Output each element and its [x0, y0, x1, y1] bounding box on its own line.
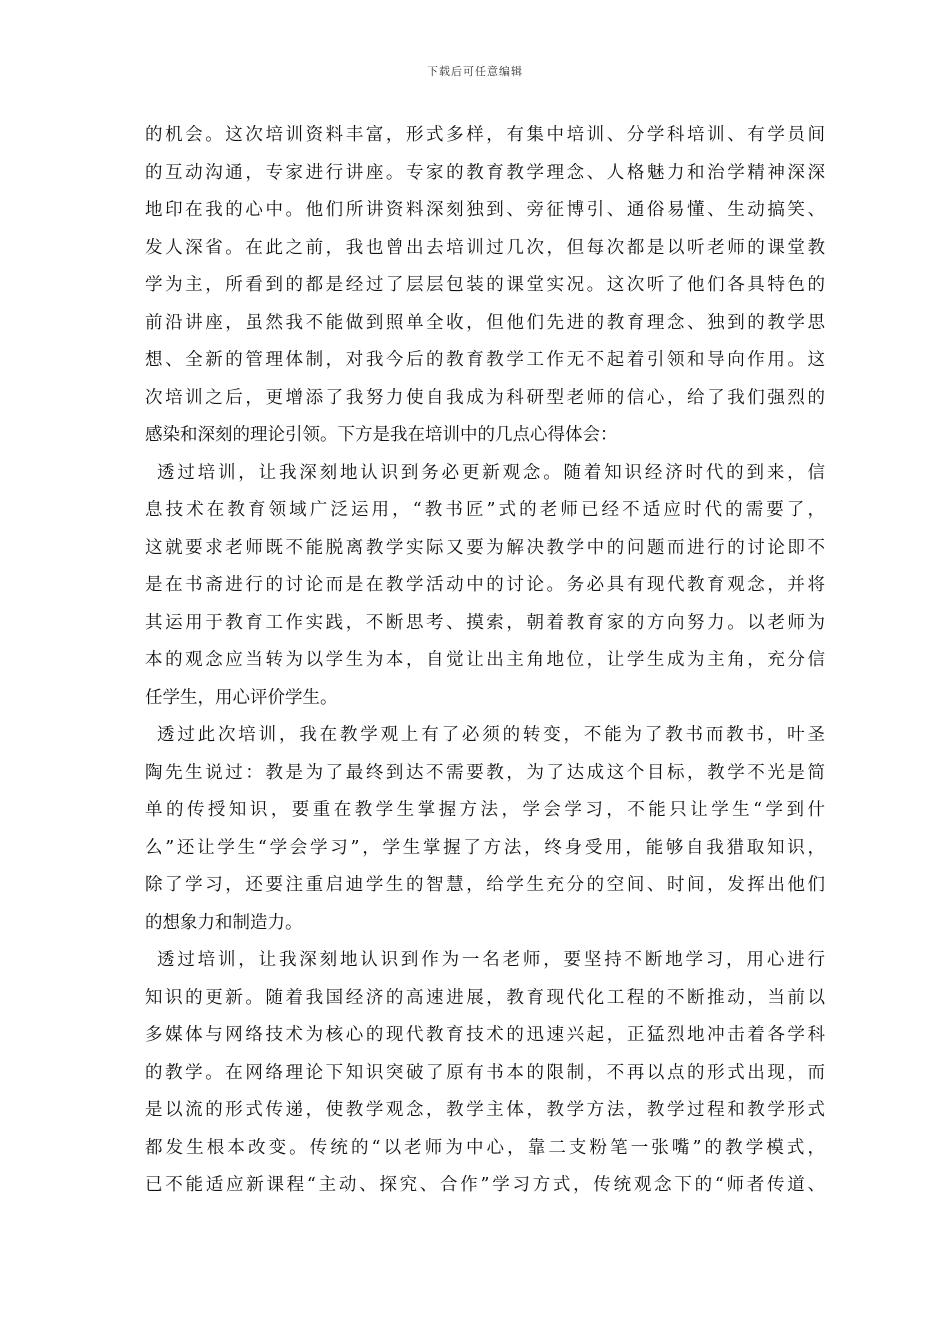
text-line: 透过培训，让我深刻地认识到作为一名老师，要坚持不断地学习，用心进行 [157, 950, 825, 970]
text-line: 的教学。在网络理论下知识突破了原有书本的限制，不再以点的形式出现，而 [145, 1062, 825, 1083]
text-line: 息技术在教育领域广泛运用，“教书匠”式的老师已经不适应时代的需要了， [145, 500, 825, 520]
paragraph [145, 942, 825, 1205]
text-line: 多媒体与网络技术为核心的现代教育技术的迅速兴起，正猛烈地冲击着各学科 [145, 1025, 825, 1045]
text-line: 陶先生说过：教是为了最终到达不需要教，为了达成这个目标，教学不光是简 [145, 762, 825, 783]
text-line: 地印在我的心中。他们所讲资料深刻独到、旁征博引、通俗易懂、生动搞笑、 [145, 200, 825, 220]
text-line: 学为主，所看到的都是经过了层层包装的课堂实况。这次听了他们各具特色的 [145, 275, 825, 295]
text-line: 是在书斋进行的讨论而是在教学活动中的讨论。务必具有现代教育观念，并将 [145, 575, 825, 595]
text-line: 其运用于教育工作实践，不断思考、摸索，朝着教育家的方向努力。以老师为 [145, 612, 825, 633]
text-line: 任学生，用心评价学生。 [145, 687, 338, 708]
text-line: 的互动沟通，专家进行讲座。专家的教育教学理念、人格魅力和治学精神深深 [145, 162, 825, 183]
text-line: 的机会。这次培训资料丰富，形式多样，有集中培训、分学科培训、有学员间 [145, 125, 825, 145]
text-line: 的想象力和制造力。 [145, 912, 303, 933]
text-line: 次培训之后，更增添了我努力使自我成为科研型老师的信心，给了我们强烈的 [145, 387, 825, 408]
text-line: 除了学习，还要注重启迪学生的智慧，给学生充分的空间、时间，发挥出他们 [145, 875, 825, 895]
text-line: 透过培训，让我深刻地认识到务必更新观念。随着知识经济时代的到来，信 [157, 462, 825, 483]
text-line: 这就要求老师既不能脱离教学实际又要为解决教学中的问题而进行的讨论即不 [145, 537, 825, 558]
text-line: 感染和深刻的理论引领。下方是我在培训中的几点心得体会： [145, 425, 618, 445]
text-line: 前沿讲座，虽然我不能做到照单全收，但他们先进的教育理念、独到的教学思 [145, 312, 825, 333]
text-line: 本的观念应当转为以学生为本，自觉让出主角地位，让学生成为主角，充分信 [145, 650, 825, 670]
text-line: 想、全新的管理体制，对我今后的教育教学工作无不起着引领和导向作用。这 [145, 350, 825, 370]
paragraph [145, 455, 825, 718]
paragraph [145, 117, 825, 455]
document-body [145, 117, 825, 1205]
text-line: 知识的更新。随着我国经济的高速进展，教育现代化工程的不断推动，当前以 [145, 987, 825, 1008]
text-line: 么”还让学生“学会学习”，学生掌握了方法，终身受用，能够自我猎取知识， [145, 837, 825, 858]
text-line: 都发生根本改变。传统的“以老师为中心，靠二支粉笔一张嘴”的教学模式， [145, 1137, 825, 1158]
text-line: 已不能适应新课程“主动、探究、合作”学习方式，传统观念下的“师者传道、 [145, 1175, 825, 1195]
text-line: 单的传授知识，要重在教学生掌握方法，学会学习，不能只让学生“学到什 [145, 800, 825, 820]
page-header: 下载后可任意编辑 [427, 65, 523, 78]
text-line: 发人深省。在此之前，我也曾出去培训过几次，但每次都是以听老师的课堂教 [145, 237, 825, 258]
text-line: 透过此次培训，我在教学观上有了必须的转变，不能为了教书而教书，叶圣 [157, 725, 825, 745]
paragraph [145, 717, 825, 942]
text-line: 是以流的形式传递，使教学观念，教学主体，教学方法，教学过程和教学形式 [145, 1100, 825, 1120]
